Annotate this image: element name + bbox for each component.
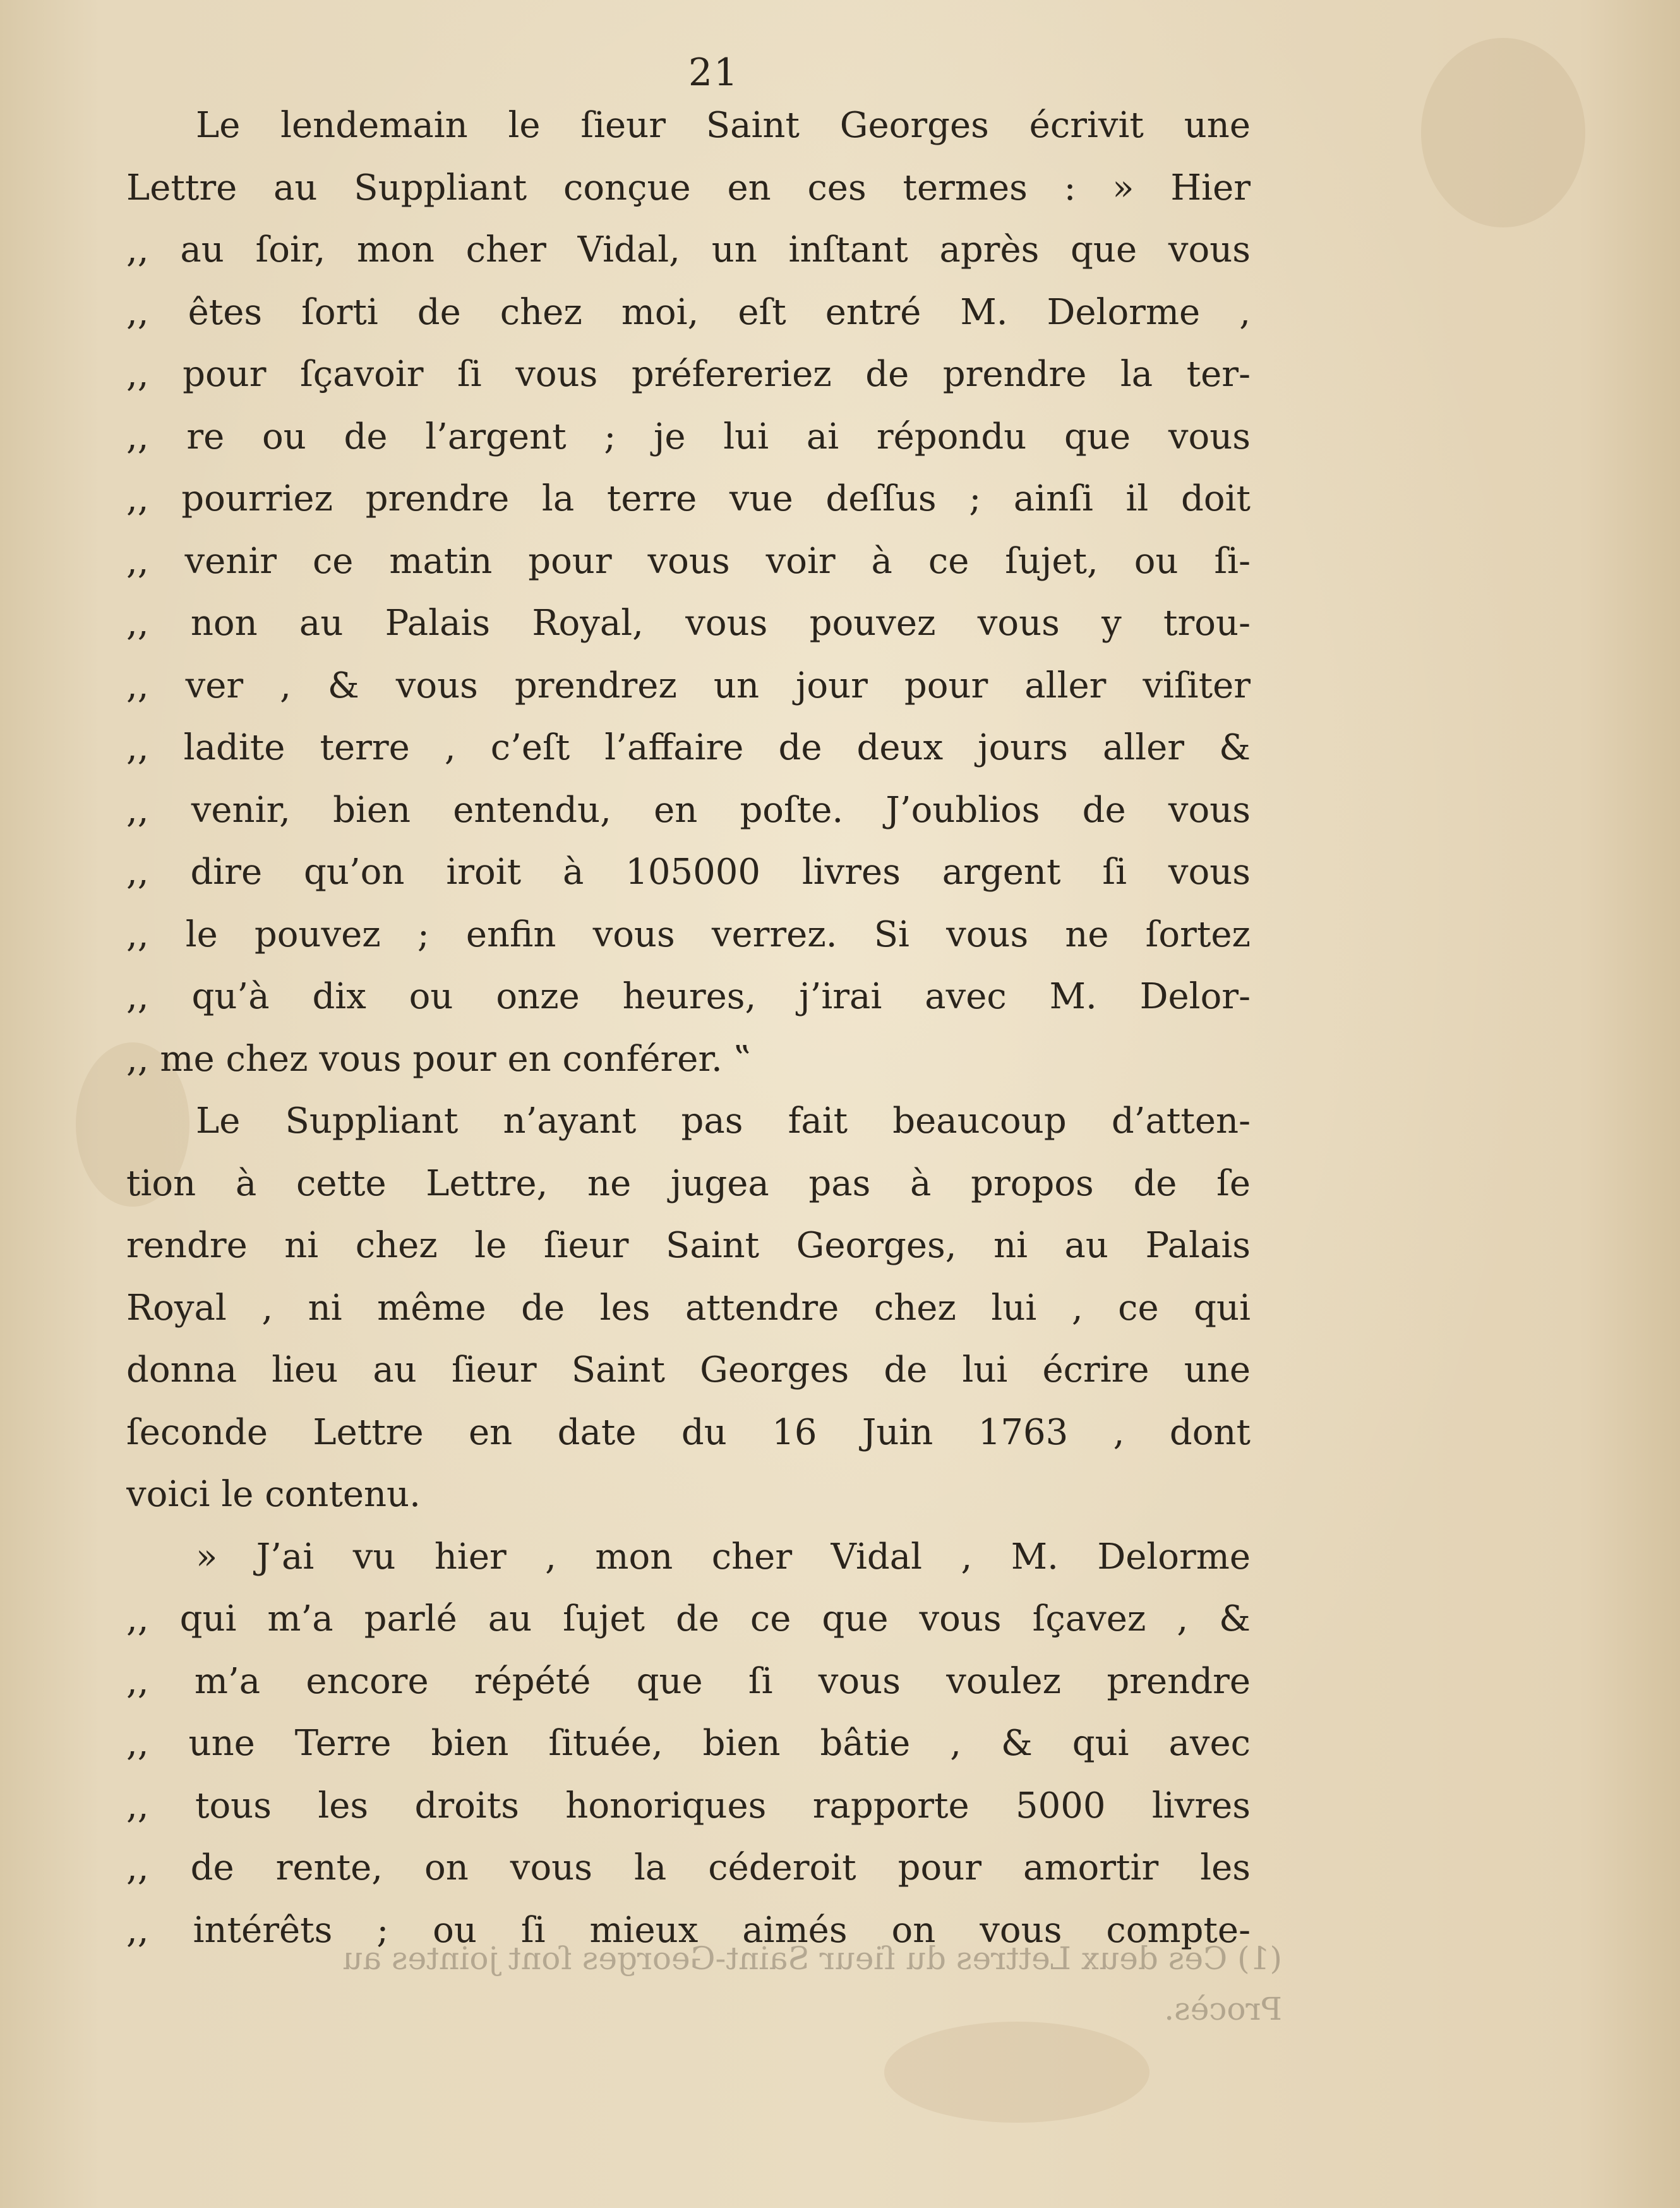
text-line: ,, ver , & vous prendrez un jour pour aller viſiter [126,665,1251,706]
text-line: ,, de rente, on vous la céderoit pour amortir les [126,1847,1251,1888]
text-line: ,, re ou de l’argent ; je lui ai répondu que vous [126,416,1251,457]
text-line: ,, m’a encore répété que ſi vous voulez prendre [126,1660,1251,1702]
text-line: Le lendemain le ſieur Saint Georges écrivit une [196,105,1251,146]
text-line: ,, ladite terre , c’eſt l’affaire de deux jours aller & [126,727,1251,768]
text-line: ,, venir ce matin pour vous voir à ce ſujet, ou ſi- [126,540,1251,582]
show-through-footnote [145,1933,1282,2034]
text-line: ,, venir, bien entendu, en poſte. J’oublios de vous [126,789,1251,831]
paper-stain [1421,38,1585,227]
text-line: ,, êtes ſorti de chez moi, eſt entré M. Delorme , [126,291,1251,333]
text-line: ,, pourriez prendre la terre vue deſſus ; ainſi il doit [126,478,1251,519]
text-line: ,, qu’à dix ou onze heures, j’irai avec M. Delor- [126,976,1251,1017]
page-number: 21 [688,51,740,95]
text-line: » J’ai vu hier , mon cher Vidal , M. Delorme [196,1536,1251,1578]
text-line: ,, le pouvez ; enfin vous verrez. Si vous ne ſortez [126,914,1251,955]
text-line: ,, tous les droits honoriques rapporte 5000 livres [126,1785,1251,1826]
paper-stain [884,2022,1149,2123]
text-line: Le Suppliant n’ayant pas fait beaucoup d’atten- [196,1101,1251,1142]
text-line: donna lieu au ſieur Saint Georges de lui écrire une [126,1349,1251,1391]
text-line: ,, une Terre bien ſituée, bien bâtie , & qui avec [126,1723,1251,1764]
text-line: ,, non au Palais Royal, vous pouvez vous y trou- [126,603,1251,644]
text-line: rendre ni chez le ſieur Saint Georges, ni au Palais [126,1225,1251,1266]
text-line: ,, dire qu’on iroit à 105000 livres argent ſi vous [126,852,1251,893]
text-line: ,, intérêts ; ou ſi mieux aimés on vous compte- [126,1909,1251,1951]
show-through-line: Procès. [1164,1991,1282,2027]
text-line: ,, qui m’a parlé au ſujet de ce que vous ſçavez , & [126,1598,1251,1639]
text-line: ſeconde Lettre en date du 16 Juin 1763 , dont [126,1411,1251,1453]
text-line: tion à cette Lettre, ne jugea pas à propos de ſe [126,1162,1251,1204]
text-line: Lettre au Suppliant conçue en ces termes : » Hier [126,167,1251,208]
body-text [126,95,1251,1962]
text-line: ,, au ſoir, mon cher Vidal, un inſtant après que vous [126,229,1251,270]
text-line: Royal , ni même de les attendre chez lui , ce qui [126,1287,1251,1329]
show-through-line: (1) Ces deux Lettres du ſieur Saint-Georges ſont jointes au [342,1940,1282,1977]
text-line: ,, me chez vous pour en conférer. ‟ [126,1038,752,1080]
text-line: voici le contenu. [126,1474,421,1515]
text-line: ,, pour ſçavoir ſi vous préfereriez de prendre la ter- [126,354,1251,395]
